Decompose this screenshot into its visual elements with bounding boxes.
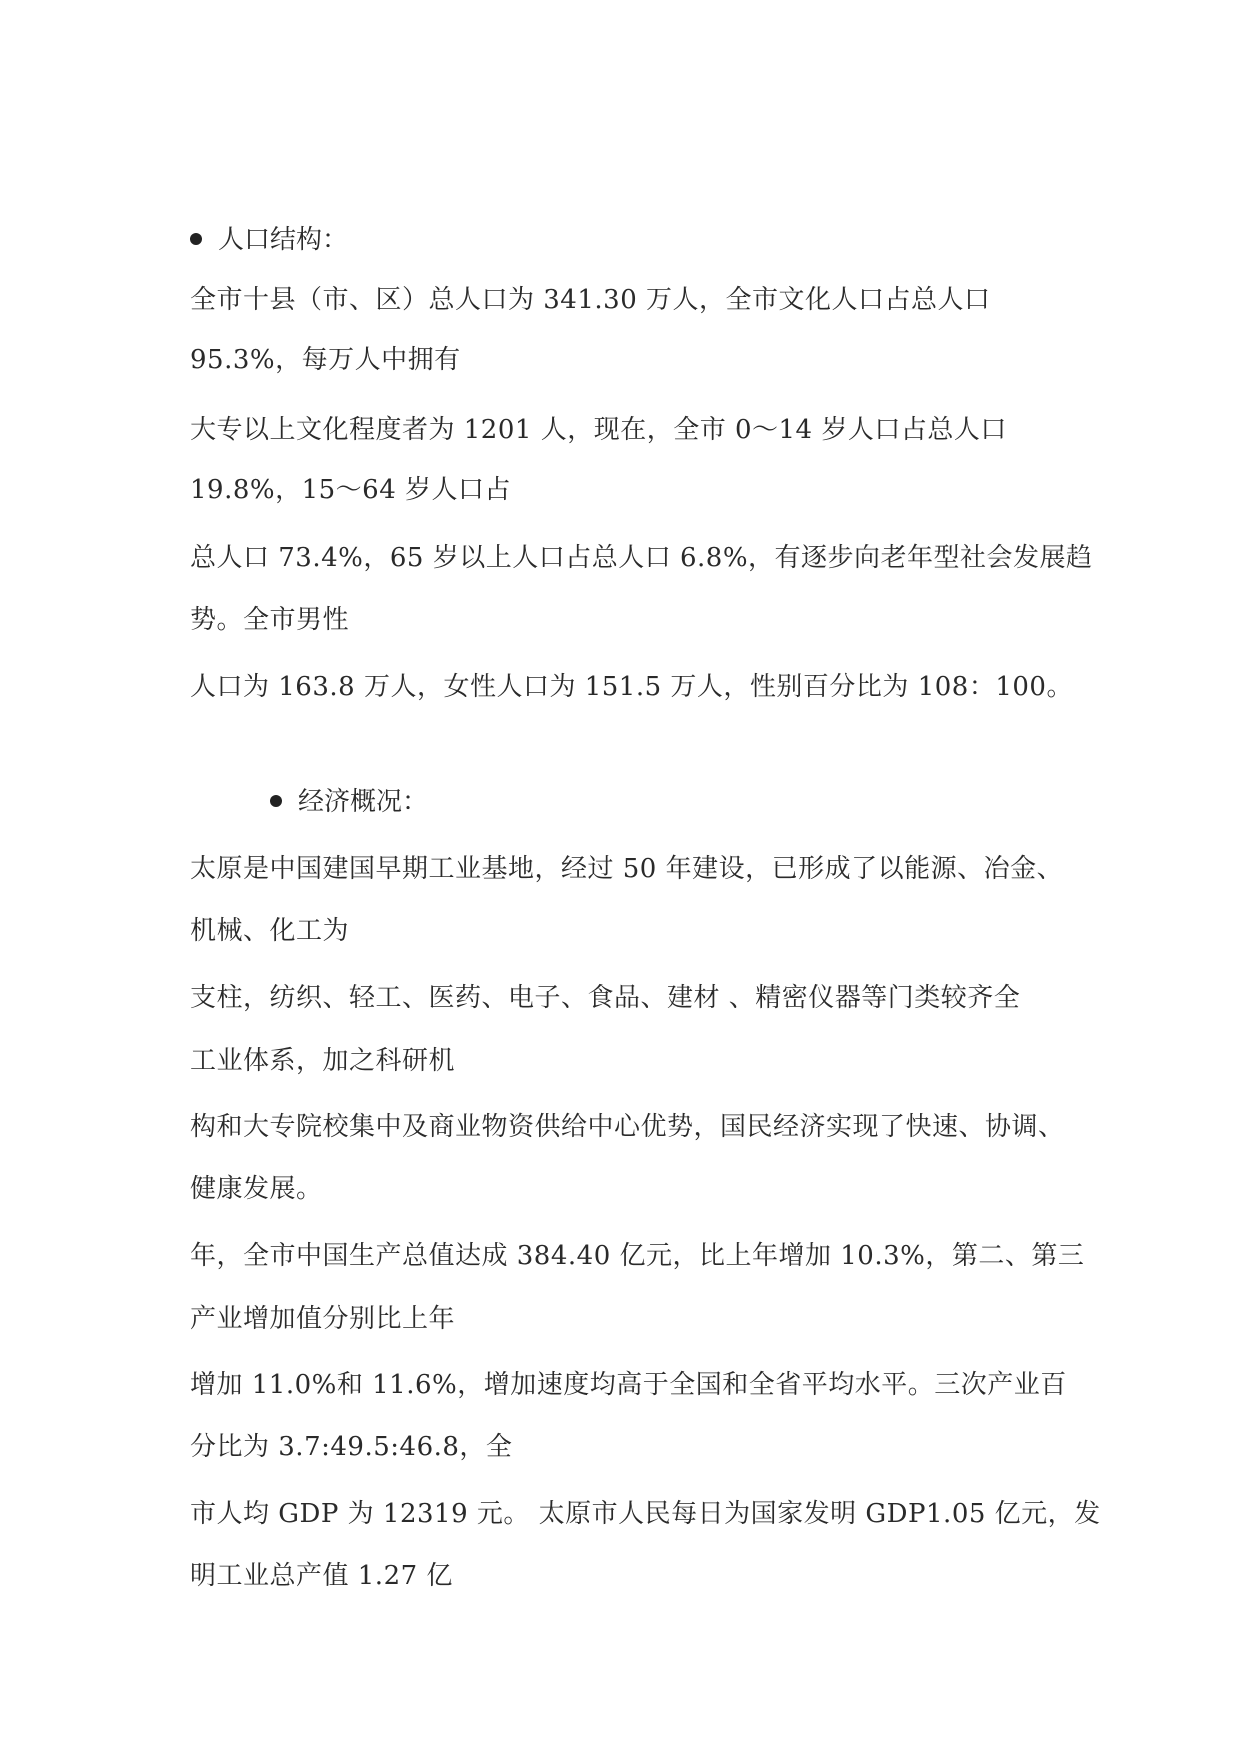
paragraph-line: 总人口 73.4%，65 岁以上人口占总人口 6.8%，有逐步向老年型社会发展趋	[190, 543, 1093, 573]
section-heading-economy	[270, 785, 428, 819]
paragraph-line: 明工业总产值 1.27 亿	[190, 1561, 453, 1591]
paragraph-line: 市人均 GDP 为 12319 元。 太原市人民每日为国家发明 GDP1.05 亿元，发	[190, 1499, 1101, 1529]
paragraph-line: 分比为 3.7:49.5:46.8，全	[190, 1432, 513, 1462]
section-heading-population	[190, 223, 348, 257]
paragraph-line: 健康发展。	[190, 1174, 323, 1204]
paragraph-line: 构和大专院校集中及商业物资供给中心优势，国民经济实现了快速、协调、	[190, 1112, 1065, 1142]
paragraph-line: 势。全市男性	[190, 605, 350, 635]
bullet-icon	[270, 795, 282, 807]
paragraph-line: 机械、化工为	[190, 916, 350, 946]
paragraph-line: 支柱，纺织、轻工、医药、电子、食品、建材 、精密仪器等门类较齐全	[190, 983, 1021, 1013]
paragraph-line: 增加 11.0%和 11.6%，增加速度均高于全国和全省平均水平。三次产业百	[190, 1370, 1067, 1400]
heading-text: 人口结构：	[218, 225, 349, 255]
paragraph-line: 工业体系，加之科研机	[190, 1046, 456, 1076]
paragraph-line: 产业增加值分别比上年	[190, 1304, 456, 1334]
paragraph-line: 95.3%，每万人中拥有	[190, 345, 461, 375]
paragraph-line: 年，全市中国生产总值达成 384.40 亿元，比上年增加 10.3%，第二、第三	[190, 1241, 1085, 1271]
bullet-icon	[190, 233, 202, 245]
paragraph-line: 大专以上文化程度者为 1201 人，现在，全市 0～14 岁人口占总人口	[190, 415, 1007, 445]
paragraph-line: 人口为 163.8 万人，女性人口为 151.5 万人，性别百分比为 108：100。	[190, 672, 1073, 702]
paragraph-line: 全市十县（市、区）总人口为 341.30 万人，全市文化人口占总人口	[190, 285, 991, 315]
heading-text: 经济概况：	[298, 787, 429, 817]
paragraph-line: 太原是中国建国早期工业基地，经过 50 年建设，已形成了以能源、冶金、	[190, 854, 1064, 884]
paragraph-line: 19.8%，15～64 岁人口占	[190, 475, 512, 505]
